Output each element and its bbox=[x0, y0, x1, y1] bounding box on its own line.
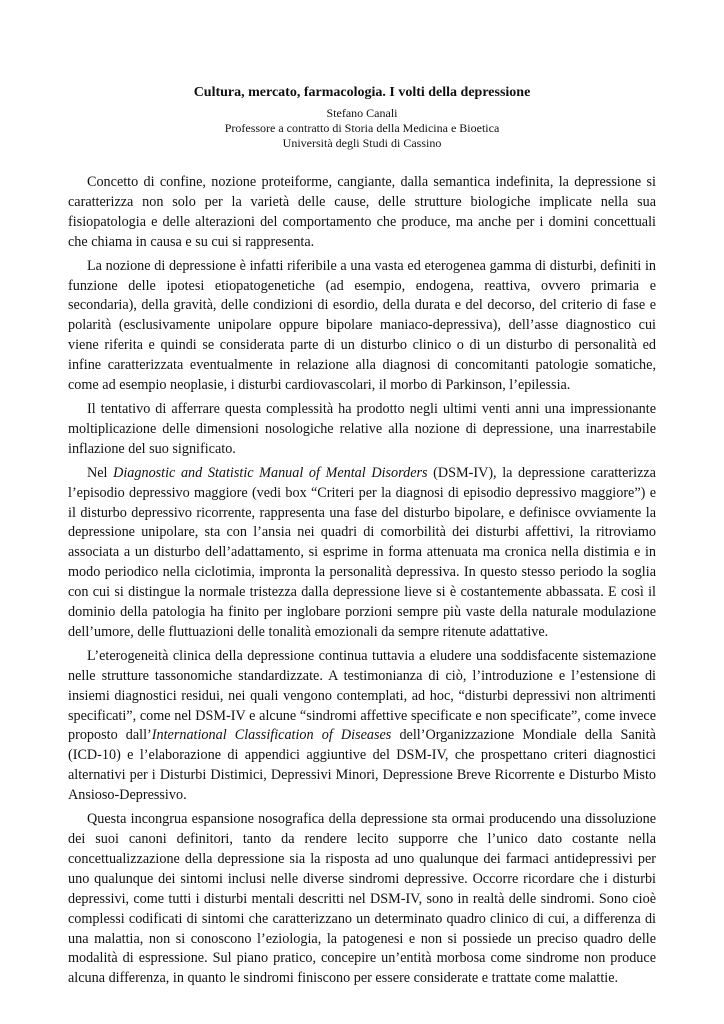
paragraph-3: Il tentativo di afferrare questa complessità ha prodotto negli ultimi venti anni una impressionante moltiplicazione delle dimensioni nosologiche relative alla nozione di depressione, una inarrestabile inflazione del suo significato. bbox=[68, 400, 656, 457]
author-name: Stefano Canali bbox=[326, 106, 398, 120]
author-university: Università degli Studi di Cassino bbox=[282, 136, 442, 150]
paragraph-5-rest: dell’Organizzazione Mondiale della Sanità (ICD-10) e l’elaborazione di appendici aggiuntive del DSM-IV, che prospettano criteri diagnostici alternativi per i Disturbi Distimici, Depressivi Minori, Depressione Breve Ricorrente e Disturbo Misto Ansioso-Depressivo. bbox=[68, 727, 656, 804]
document-title: Cultura, mercato, farmacologia. I volti della depressione bbox=[193, 85, 531, 100]
paragraph-4-lead: Nel bbox=[87, 464, 114, 481]
paragraph-5-lead: L’eterogeneità clinica della depressione continua tuttavia a eludere una soddisfacente sistemazione nelle strutture tassonomiche standardizzate. A testimonianza di ciò, l’introduzione e l’estensione di insiemi diagnostici residui, nei quali vengono contemplati, ad hoc, “disturbi depressivi non altrimenti specificati”, come nel DSM-IV e alcune “sindromi affettive specificate e non specificate”, come invece proposto dall’ bbox=[68, 647, 656, 744]
paragraph-5 bbox=[68, 647, 656, 806]
paragraph-2: La nozione di depressione è infatti riferibile a una vasta ed eterogenea gamma di disturbi, definiti in funzione delle ipotesi etiopatogenetiche (ad esempio, endogena, reattiva, ovvero primaria e secondaria), della gravità, delle condizioni di esordio, della durata e del decorso, del criterio di fase e polarità (esclusivamente unipolare oppure bipolare maniaco-depressiva), dell’asse diagnostico cui viene riferita e quindi se considerata parte di un disturbo clinico o di un disturbo di personalità ed infine caratterizzata eventualmente in relazione alla diagnosi di concomitanti patologie somatiche, come ad esempio neoplasie, i disturbi cardiovascolari, il morbo di Parkinson, l’epilessia. bbox=[68, 257, 656, 394]
icd-classification-title: International Classification of Diseases bbox=[151, 727, 392, 744]
author-affiliation: Professore a contratto di Storia della Medicina e Bioetica bbox=[224, 121, 500, 135]
document-page bbox=[68, 84, 656, 993]
dsm-manual-title: Diagnostic and Statistic Manual of Mental Disorders bbox=[113, 464, 428, 481]
paragraph-4 bbox=[68, 464, 656, 643]
paragraph-6: Questa incongrua espansione nosografica della depressione sta ormai producendo una dissoluzione dei suoi canoni definitori, tanto da rendere lecito supporre che l’unico dato costante nella concettualizzazione della depressione sia la risposta ad uno qualunque dei farmaci antidepressivi per uno qualunque dei sintomi inclusi nelle diverse sindromi depressive. Occorre ricordare che i disturbi depressivi, come tutti i disturbi mentali descritti nel DSM-IV, sono in realtà delle sindromi. Sono cioè complessi codificati di sintomi che caratterizzano un determinato quadro clinico di cui, a differenza di una malattia, non si conoscono l’eziologia, la patogenesi e non si possiede un preciso quadro delle modalità di espressione. Sul piano pratico, concepire un’entità morbosa come sindrome non produce alcuna differenza, in quanto le sindromi finiscono per essere considerate e trattate come malattie. bbox=[68, 811, 656, 987]
paragraph-1: Concetto di confine, nozione proteiforme, cangiante, dalla semantica indefinita, la depressione si caratterizza non solo per la varietà delle cause, delle strutture biologiche implicate nella sua fisiopatologia e delle alterazioni del comportamento che produce, ma anche per i domini concettuali che chiama in causa e su cui si rappresenta. bbox=[68, 174, 656, 250]
paragraph-4-rest: (DSM-IV), la depressione caratterizza l’episodio depressivo maggiore (vedi box “Criteri per la diagnosi di episodio depressivo maggiore”) e il disturbo depressivo ricorrente, rappresenta una fase del disturbo bipolare, e definisce ovviamente la depressione unipolare, sta con l’ansia nei quadri di comorbilità dei disturbi affettivi, la ritroviamo associata a un disturbo dell’adattamento, si esprime in forma attenuata ma cronica nella distimia e in modo periodico nella ciclotimia, impronta la personalità depressiva. In questo stesso periodo la soglia con cui si distingue la normale tristezza dalla depressione lieve si è costantemente abbassata. E così il dominio della patologia ha finito per inglobare porzioni sempre più vaste della naturale modulazione dell’umore, delle fluttuazioni delle tonalità emozionali da sempre ritenute adattative. bbox=[68, 464, 656, 640]
article-body bbox=[68, 173, 656, 989]
